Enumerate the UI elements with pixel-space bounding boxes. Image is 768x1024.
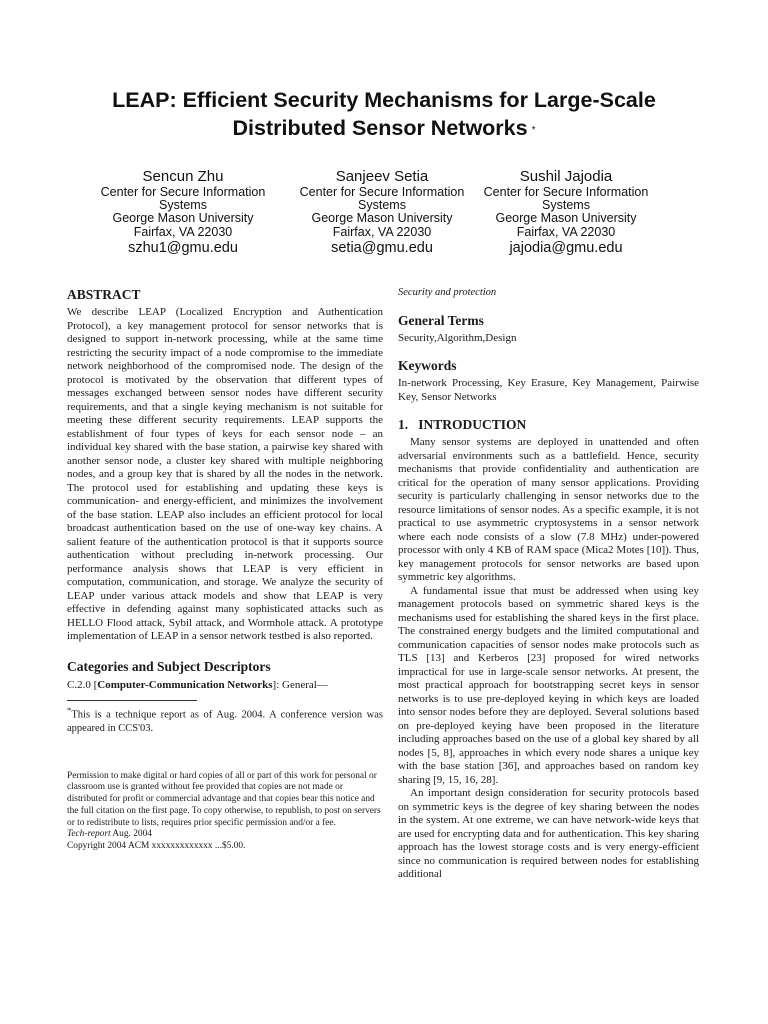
tech-report-line: Tech-report Aug. 2004 bbox=[67, 829, 152, 840]
general-terms-text: Security,Algorithm,Design bbox=[398, 331, 517, 344]
author-name: Sanjeev Setia bbox=[335, 168, 429, 185]
categories-continued: Security and protection bbox=[398, 287, 497, 298]
intro-paragraph-3: An important design consideration for security protocols based on symmetric keys is the degree of key sharing between the nodes in the system. At one extreme, we can have network-wide keys that are used for encrypting data and for authentication. This key sharing approach has the lowest storage costs and is very energy-efficient since no communication is required between nodes for establishing additional bbox=[398, 787, 699, 880]
author-1 bbox=[88, 168, 278, 257]
author-university: George Mason University bbox=[112, 211, 254, 226]
author-city: Fairfax, VA 22030 bbox=[516, 224, 616, 239]
title-line-2: Distributed Sensor Networks bbox=[232, 116, 528, 140]
title-footnote-marker: * bbox=[531, 125, 536, 136]
abstract-heading: ABSTRACT bbox=[67, 287, 141, 302]
author-2 bbox=[287, 168, 477, 257]
general-terms-heading: General Terms bbox=[398, 312, 484, 328]
author-name: Sushil Jajodia bbox=[519, 168, 613, 185]
author-email: setia@gmu.edu bbox=[331, 239, 433, 256]
introduction-heading: 1. INTRODUCTION bbox=[398, 417, 527, 432]
permission-text: Permission to make digital or hard copies of all or part of this work for personal or classroom use is granted without fee provided that copies are not made or distributed for profit or commercial advantage and that copies bear this notice and the full citation on the first page. To copy otherwise, to republish, to post on servers or to redistribute to lists, requires prior specific permission and/or a fee. bbox=[67, 770, 381, 828]
paper-title bbox=[0, 86, 768, 145]
intro-paragraph-2: A fundamental issue that must be addressed when using key management protocols based on symmetric shared keys is the mechanisms used for establishing the shared keys in the first place. The constrained energy budgets and the limited computational and communication capacities of sensor nodes make protocols such as TLS [13] and Kerberos [23] proposed for wired networks impractical for use in large-scale sensor networks. At present, the most practical approach for bootstrapping secret keys in sensor networks is to use pre-deployed keying in which keys are loaded into sensor nodes before they are deployed. Several solutions based on pre-deployed keying have been proposed in the literature including approaches based on the use of a global key shared by all nodes [5, 8], approaches in which every node shares a unique key with the base station [36], and approaches based on random key sharing [9, 15, 16, 28]. bbox=[398, 584, 699, 786]
footnote: *This is a technique report as of Aug. 2004. A conference version was appeared in CCS'03. bbox=[67, 705, 383, 734]
author-affiliation: Center for Secure Information bbox=[100, 185, 266, 199]
author-university: George Mason University bbox=[495, 211, 637, 226]
author-city: Fairfax, VA 22030 bbox=[332, 224, 432, 239]
title-line-1: LEAP: Efficient Security Mechanisms for Large-Scale bbox=[112, 88, 656, 112]
keywords-text: In-network Processing, Key Erasure, Key Management, Pairwise Key, Sensor Networks bbox=[398, 377, 699, 403]
permission-block bbox=[67, 771, 383, 854]
abstract-text: We describe LEAP (Localized Encryption and Authentication Protocol), a key management protocol for sensor networks that is designed to support in-network processing, while at the same time restricting the security impact of a node compromise to the immediate network neighborhood of the compromised node. The design of the protocol is motivated by the observation that different types of messages exchanged between sensor nodes have different security requirements, and that a single keying mechanism is not suitable for meeting these different security requirements. LEAP supports the establishment of four types of keys for each sensor node – an individual key shared with the base station, a pairwise key shared with another sensor node, a cluster key shared with multiple neighboring nodes, and a group key that is shared by all the nodes in the network. The protocol used for establishing and updating these keys is communication- and energy-efficient, and minimizes the involvement of the base station. LEAP also includes an efficient protocol for local broadcast authentication based on the use of one-way key chains. A salient feature of the authentication protocol is that it supports source authentication without precluding in-network processing. Our performance analysis shows that LEAP is very efficient in computation, communication, and storage. We analyze the security of LEAP under various attack models and show that LEAP is very effective in defending against many sophisticated attacks such as HELLO Flood attack, Sybil attack, and Wormhole attack. A prototype implementation of LEAP in a sensor network testbed is also reported. bbox=[67, 306, 383, 642]
author-affiliation-2: Systems bbox=[542, 198, 590, 213]
author-email: jajodia@gmu.edu bbox=[509, 239, 623, 256]
author-affiliation-2: Systems bbox=[358, 198, 406, 213]
author-city: Fairfax, VA 22030 bbox=[133, 224, 233, 239]
categories-heading: Categories and Subject Descriptors bbox=[67, 658, 271, 674]
author-3 bbox=[471, 168, 661, 257]
author-affiliation: Center for Secure Information bbox=[299, 185, 465, 199]
author-affiliation-2: Systems bbox=[159, 198, 207, 213]
author-university: George Mason University bbox=[311, 211, 453, 226]
copyright-line: Copyright 2004 ACM xxxxxxxxxxxxx ...$5.00. bbox=[67, 841, 246, 852]
author-name: Sencun Zhu bbox=[142, 168, 224, 185]
categories-bold: Computer-Communication Networks bbox=[97, 678, 273, 691]
categories-text: C.2.0 [Computer-Communication Networks]: General— bbox=[67, 678, 328, 691]
keywords-heading: Keywords bbox=[398, 358, 457, 373]
left-column bbox=[67, 286, 383, 853]
right-column bbox=[398, 286, 699, 882]
author-email: szhu1@gmu.edu bbox=[128, 239, 238, 256]
footnote-divider bbox=[67, 700, 197, 701]
author-affiliation: Center for Secure Information bbox=[483, 185, 649, 199]
intro-paragraph-1: Many sensor systems are deployed in unattended and often adversarial environments such as a battlefield. Hence, security mechanisms that provide confidentiality and authentication are critical for the operation of many sensor applications. Providing security is particularly challenging in sensor networks due to the resource limitations of sensor nodes. As a specific example, it is not practical to use asymmetric cryptosystems in a sensor network where each node consists of a slow (7.8 MHz) under-powered processor with only 4 KB of RAM space (Mica2 Motes [10]). Thus, key management protocols for sensor networks are based upon symmetric key algorithms. bbox=[398, 436, 699, 583]
